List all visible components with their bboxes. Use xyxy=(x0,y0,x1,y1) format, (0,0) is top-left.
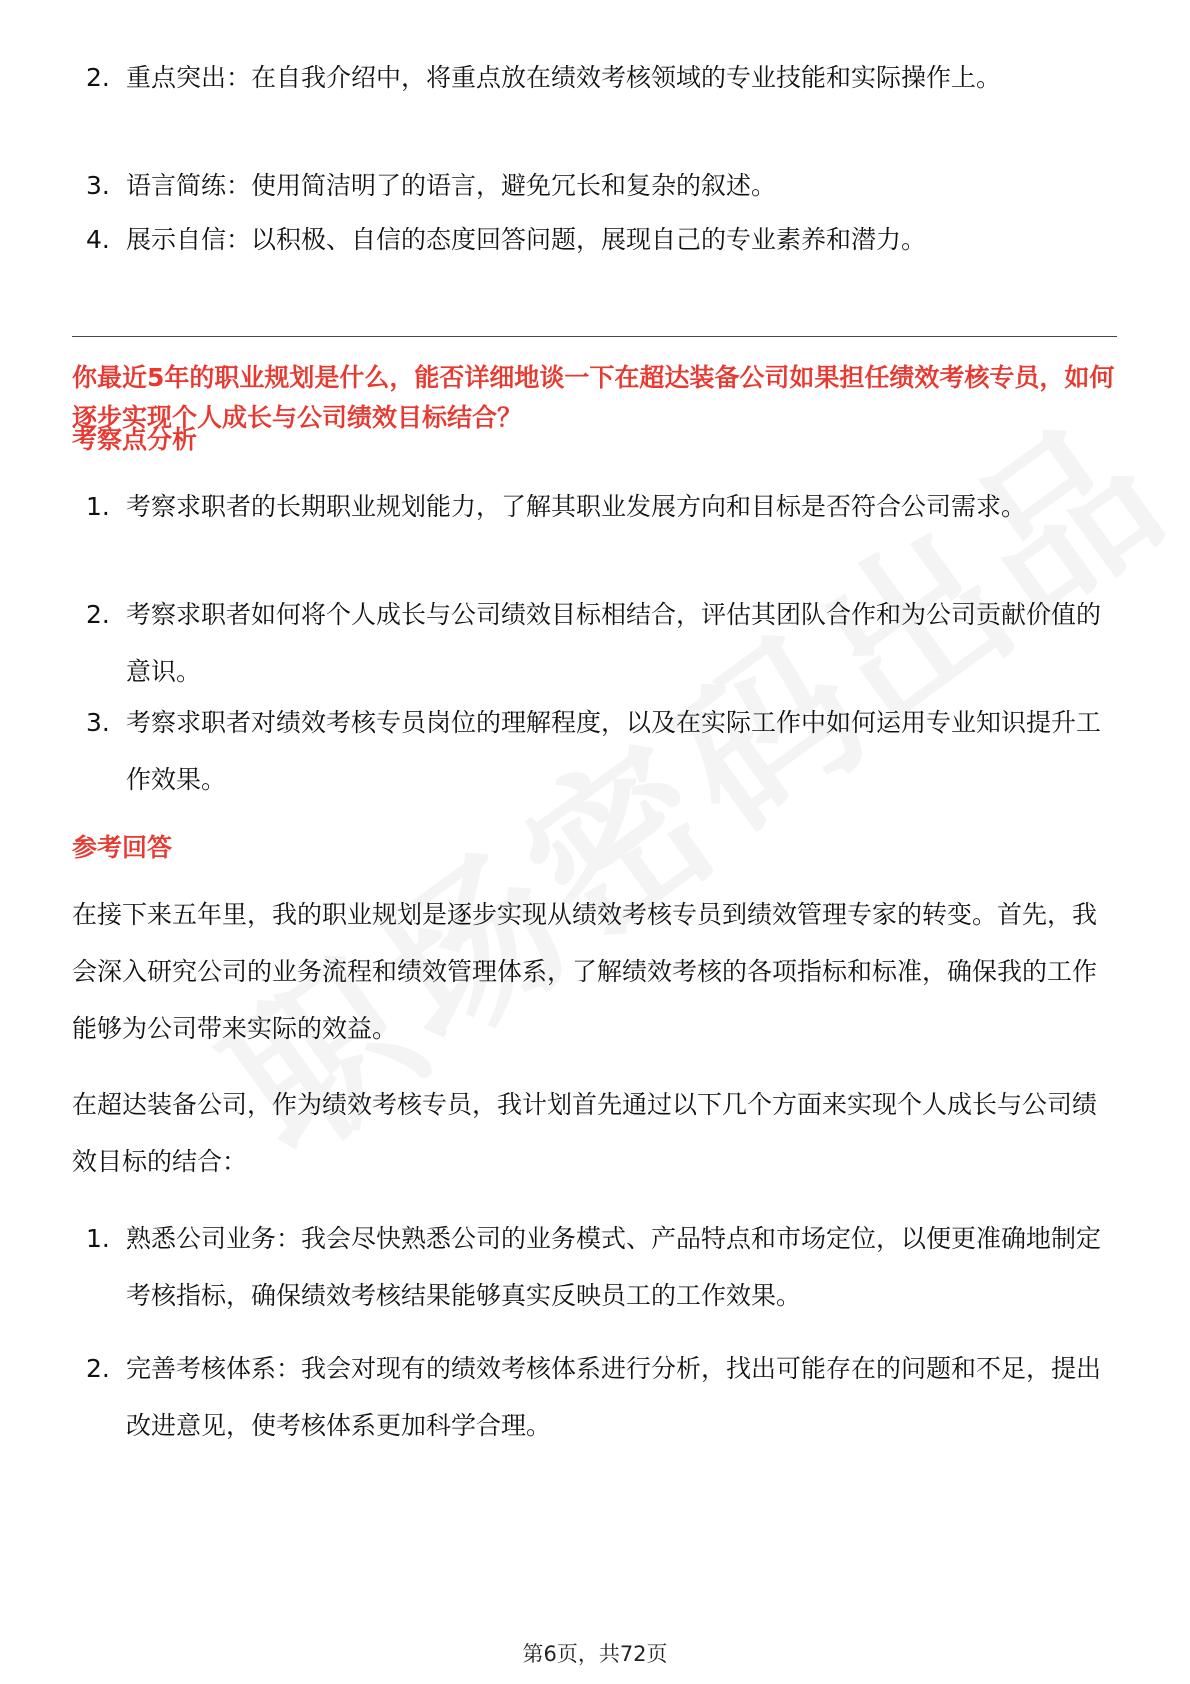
answer-heading: 参考回答 xyxy=(72,833,173,862)
list-text: 考察求职者的长期职业规划能力，了解其职业发展方向和目标是否符合公司需求。 xyxy=(126,492,1027,521)
list-text: 语言简练：使用简洁明了的语言，避免冗长和复杂的叙述。 xyxy=(126,171,777,200)
list-text: 考察求职者对绩效考核专员岗位的理解程度，以及在实际工作中如何运用专业知识提升工作效果。 xyxy=(126,708,1102,794)
list-text: 重点突出：在自我介绍中，将重点放在绩效考核领域的专业技能和实际操作上。 xyxy=(126,63,1002,92)
list-number: 2. xyxy=(86,1354,110,1383)
answer-paragraph: 在接下来五年里，我的职业规划是逐步实现从绩效考核专员到绩效管理专家的转变。首先，我会深入研究公司的业务流程和绩效管理体系，了解绩效考核的各项指标和标准，确保我的工作能够为公司带来实际的效益。 xyxy=(72,900,1098,1043)
list-number: 2. xyxy=(86,63,110,92)
analysis-heading: 考察点分析 xyxy=(72,425,198,454)
list-number: 1. xyxy=(86,1224,110,1253)
list-text: 考察求职者如何将个人成长与公司绩效目标相结合，评估其团队合作和为公司贡献价值的意识。 xyxy=(126,600,1102,686)
list-number: 3. xyxy=(86,171,110,200)
answer-paragraph: 在超达装备公司，作为绩效考核专员，我计划首先通过以下几个方面来实现个人成长与公司绩效目标的结合： xyxy=(72,1090,1098,1176)
list-number: 1. xyxy=(86,492,110,521)
list-number: 2. xyxy=(86,600,110,629)
list-text: 展示自信：以积极、自信的态度回答问题，展现自己的专业素养和潜力。 xyxy=(126,225,927,254)
section-divider xyxy=(72,336,1117,337)
list-text: 熟悉公司业务：我会尽快熟悉公司的业务模式、产品特点和市场定位，以便更准确地制定考核指标，确保绩效考核结果能够真实反映员工的工作效果。 xyxy=(126,1224,1102,1310)
page-number: 第6页，共72页 xyxy=(522,1642,668,1666)
list-text: 完善考核体系：我会对现有的绩效考核体系进行分析，找出可能存在的问题和不足，提出改进意见，使考核体系更加科学合理。 xyxy=(126,1354,1102,1440)
list-number: 3. xyxy=(86,708,110,737)
list-number: 4. xyxy=(86,225,110,254)
interview-question: 你最近5年的职业规划是什么，能否详细地谈一下在超达装备公司如果担任绩效考核专员，如何逐步实现个人成长与公司绩效目标结合？ xyxy=(72,363,1115,432)
